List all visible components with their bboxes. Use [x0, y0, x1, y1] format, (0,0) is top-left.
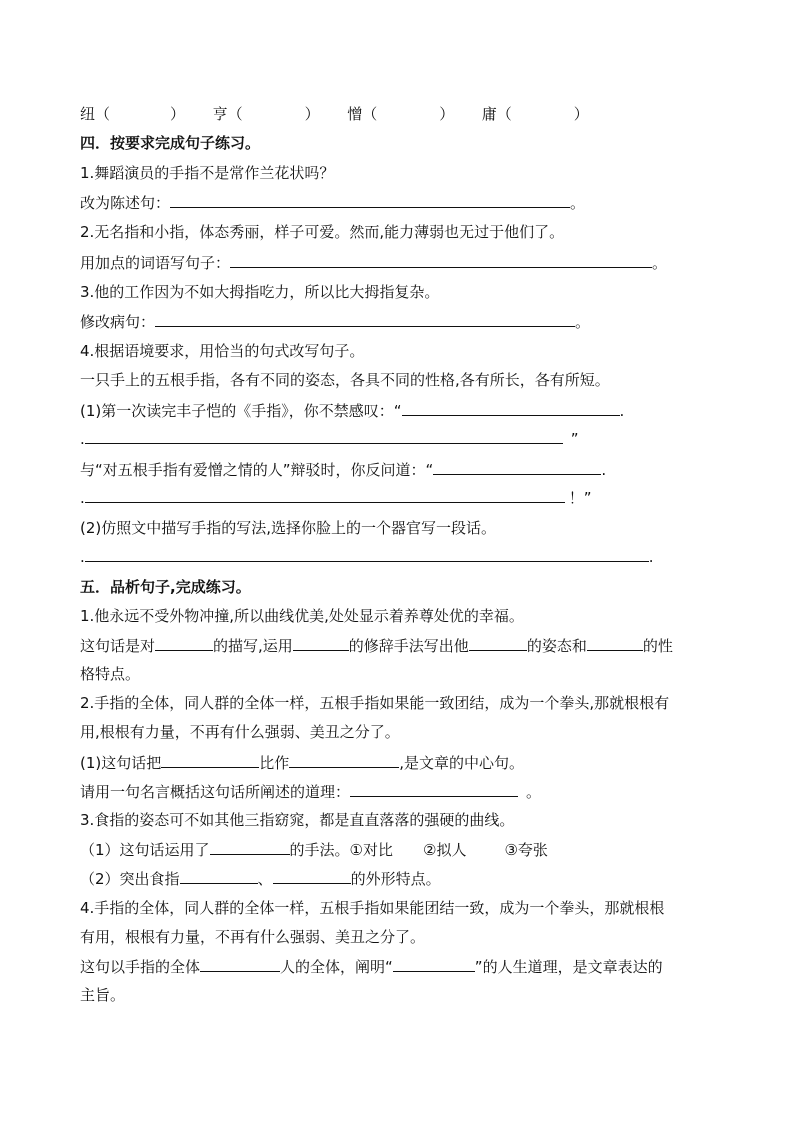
s5-q3-option-3: ③夸张	[504, 841, 548, 859]
s5-q1-text: 1.他永远不受外物冲撞,所以曲线优美,处处显示着养尊处优的幸福。	[80, 607, 524, 625]
s4-q4-1b-line-2	[80, 487, 592, 508]
dot: .	[80, 489, 85, 507]
period: 。	[575, 313, 591, 331]
s5-q3-1-line	[80, 839, 548, 860]
s5-q3-1-a: （1）这句话运用了	[80, 841, 210, 859]
s5-q2-1-b: 比作	[259, 754, 290, 772]
s5-q3-2-line	[80, 868, 441, 889]
s5-q1-c: 的修辞手法写出他	[348, 637, 469, 655]
s5-q1-answer-line	[80, 635, 673, 656]
s5-q1-blank-4[interactable]	[587, 635, 643, 651]
char-3: 憎（	[347, 105, 378, 123]
s5-q1-blank-2[interactable]	[293, 635, 349, 651]
char-2-blank[interactable]	[243, 104, 305, 119]
s4-q4-2-answer-line	[80, 546, 654, 567]
char-1-blank[interactable]	[110, 104, 170, 119]
s4-q1-answer-line	[80, 192, 585, 213]
s4-q2-text: 2.无名指和小指，体态秀丽，样子可爱。然而,能力薄弱也无过于他们了。	[80, 223, 565, 241]
char-4-blank[interactable]	[512, 104, 574, 119]
s5-q3-2-a: （2）突出食指	[80, 870, 180, 888]
pinyin-chars-line	[80, 104, 589, 124]
s5-q3-2-c: 的外形特点。	[350, 870, 441, 888]
period: 。	[652, 254, 668, 272]
char-4: 庸（	[481, 105, 512, 123]
period: 。	[526, 783, 542, 801]
s5-q3-2-blank-2[interactable]	[273, 868, 351, 884]
char-2-close: ）	[304, 105, 320, 123]
s5-q2-2-line	[80, 781, 541, 802]
s5-q4-tail: 主旨。	[80, 986, 126, 1004]
s5-q3-text: 3.食指的姿态可不如其他三指窈窕，都是直直落落的强硬的曲线。	[80, 811, 515, 829]
s5-q4-text-2: 有用，根根有力量，不再有什么强弱、美丑之分了。	[80, 928, 426, 946]
s5-q4-blank-2[interactable]	[393, 956, 475, 972]
s5-q4-c: ”的人生道理，是文章表达的	[474, 958, 663, 976]
s5-q2-1-line	[80, 752, 524, 773]
dot: .	[601, 461, 607, 479]
s5-q1-tail: 格特点。	[80, 665, 141, 683]
s5-q3-option-1: 的手法。①对比	[289, 841, 393, 859]
close-quote: ”	[570, 430, 579, 448]
s4-q4-2-blank[interactable]	[85, 546, 649, 562]
s5-q2-text-1: 2.手指的全体，同人群的全体一样，五根手指如果能一致团结，成为一个拳头,那就根根有	[80, 694, 670, 712]
s4-q4-2-text: (2)仿照文中描写手指的写法,选择你脸上的一个器官写一段话。	[80, 519, 497, 537]
s5-q2-1-c: ,是文章的中心句。	[399, 754, 525, 772]
period: 。	[570, 194, 586, 212]
s5-q2-2-prompt: 请用一句名言概括这句话所阐述的道理：	[80, 783, 351, 801]
char-2: 亨（	[212, 105, 243, 123]
s4-q2-label: 用加点的词语写句子：	[80, 254, 231, 272]
s5-q2-2-blank[interactable]	[350, 781, 518, 797]
s5-q3-2-blank-1[interactable]	[180, 868, 258, 884]
dot: .	[80, 548, 85, 566]
s5-q1-b: 的描写,运用	[213, 637, 293, 655]
dot: .	[80, 430, 85, 448]
s5-q4-b: 人的全体，阐明“	[280, 958, 393, 976]
s4-q4-1-prompt: (1)第一次读完丰子恺的《手指》，你不禁感叹：“	[80, 402, 402, 420]
s4-q2-answer-line	[80, 252, 667, 273]
s5-q3-option-2: ②拟人	[423, 841, 467, 859]
section-5-heading: 五．品析句子,完成练习。	[80, 578, 251, 596]
s4-q4-1-line	[80, 400, 624, 421]
s5-q1-blank-3[interactable]	[469, 635, 527, 651]
s4-q3-label: 修改病句：	[80, 313, 156, 331]
s5-q2-1-blank-1[interactable]	[161, 752, 259, 768]
s5-q3-1-blank[interactable]	[210, 839, 290, 855]
char-1-close: ）	[170, 105, 186, 123]
s5-q2-1-a: (1)这句话把	[80, 754, 162, 772]
s5-q1-d: 的姿态和	[526, 637, 587, 655]
s4-q4-1b-line	[80, 459, 606, 480]
s4-q4-1b-blank-b[interactable]	[85, 487, 565, 503]
s4-q2-answer-blank[interactable]	[230, 252, 652, 268]
s4-q1-answer-blank[interactable]	[170, 192, 570, 208]
s4-q4-1-blank-b[interactable]	[85, 428, 563, 444]
dot: .	[648, 548, 654, 566]
s5-q2-1-blank-2[interactable]	[289, 752, 399, 768]
s4-q4-source: 一只手上的五根手指，各有不同的姿态，各具不同的性格,各有所长，各有所短。	[80, 371, 610, 389]
s4-q4-1-blank-a[interactable]	[402, 400, 620, 416]
s5-q4-a: 这句以手指的全体	[80, 958, 201, 976]
s4-q4-1-line-2	[80, 428, 579, 449]
dot: .	[619, 402, 625, 420]
s4-q4-1b-prompt: 与“对五根手指有爱憎之情的人”辩驳时，你反问道：“	[80, 461, 434, 479]
s5-q1-a: 这句话是对	[80, 637, 156, 655]
char-4-close: ）	[573, 105, 589, 123]
s4-q1-text: 1.舞蹈演员的手指不是常作兰花状吗？	[80, 164, 335, 182]
section-4-heading: 四．按要求完成句子练习。	[80, 134, 261, 152]
exclaim-close: ！”	[568, 489, 592, 507]
s5-q1-e: 的性	[642, 637, 673, 655]
s5-q2-text-2: 用,根根有力量，不再有什么强弱、美丑之分了。	[80, 723, 400, 741]
s4-q3-answer-line	[80, 311, 590, 332]
s4-q4-text: 4.根据语境要求，用恰当的句式改写句子。	[80, 342, 365, 360]
char-3-blank[interactable]	[377, 104, 439, 119]
s5-q1-blank-1[interactable]	[155, 635, 213, 651]
char-1: 纽（	[80, 105, 111, 123]
s4-q3-text: 3.他的工作因为不如大拇指吃力，所以比大拇指复杂。	[80, 283, 440, 301]
char-3-close: ）	[439, 105, 455, 123]
s5-q3-2-b: 、	[257, 870, 273, 888]
s5-q4-blank-1[interactable]	[200, 956, 280, 972]
s5-q4-text-1: 4.手指的全体，同人群的全体一样，五根手指如果能团结一致，成为一个拳头，那就根根	[80, 899, 665, 917]
s5-q4-answer-line	[80, 956, 663, 977]
s4-q4-1b-blank-a[interactable]	[433, 459, 601, 475]
s4-q3-answer-blank[interactable]	[155, 311, 575, 327]
s4-q1-label: 改为陈述句：	[80, 194, 171, 212]
